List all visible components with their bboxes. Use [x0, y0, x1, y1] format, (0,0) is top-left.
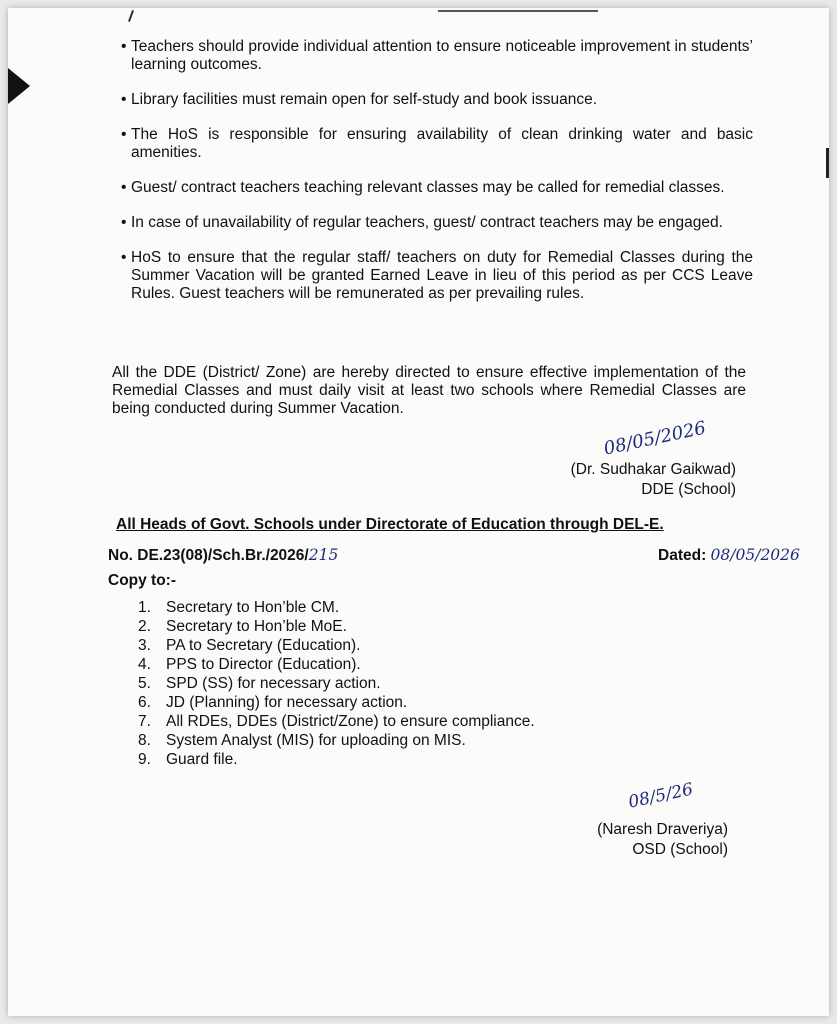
- scan-edge-bar: [826, 148, 829, 178]
- instruction-text: The HoS is responsible for ensuring availability of clean drinking water and basic amenities.: [131, 126, 753, 161]
- list-item: [138, 712, 535, 731]
- list-text: System Analyst (MIS) for uploading on MIS.: [166, 732, 466, 749]
- list-text: All RDEs, DDEs (District/Zone) to ensure compliance.: [166, 713, 535, 730]
- list-number: 3.: [138, 637, 151, 654]
- list-number: 9.: [138, 751, 151, 768]
- list-item: [138, 693, 535, 712]
- handwritten-signature-date: 08/05/2026: [601, 417, 708, 460]
- bullet-dot: •: [121, 179, 127, 196]
- bullet-dot: •: [121, 214, 127, 231]
- signatory-name: (Naresh Draveriya): [597, 821, 728, 838]
- bullet-dot: •: [121, 249, 127, 266]
- list-number: 4.: [138, 656, 151, 673]
- list-item: [138, 731, 535, 750]
- reference-prefix: No. DE.23(08)/Sch.Br./2026/: [108, 547, 309, 564]
- list-item: [138, 750, 535, 769]
- reference-handwritten-number: 215: [308, 546, 339, 564]
- handwritten-signature-date: 08/5/26: [626, 779, 695, 813]
- scan-tick-mark: [128, 10, 134, 22]
- instruction-item: [123, 179, 753, 197]
- list-text: PPS to Director (Education).: [166, 656, 361, 673]
- instruction-item: [123, 91, 753, 109]
- signatory-designation: DDE (School): [641, 481, 736, 498]
- list-number: 1.: [138, 599, 151, 616]
- instruction-text: Library facilities must remain open for self-study and book issuance.: [131, 91, 598, 108]
- dated-handwritten: 08/05/2026: [710, 546, 800, 564]
- list-text: Guard file.: [166, 751, 238, 768]
- list-number: 5.: [138, 675, 151, 692]
- list-item: [138, 617, 535, 636]
- list-number: 2.: [138, 618, 151, 635]
- instruction-item: [123, 38, 753, 74]
- list-number: 6.: [138, 694, 151, 711]
- signature-block: [528, 460, 736, 500]
- list-text: PA to Secretary (Education).: [166, 637, 361, 654]
- dated-field: [658, 546, 800, 565]
- list-item: [138, 598, 535, 617]
- list-item: [138, 674, 535, 693]
- bullet-dot: •: [121, 126, 127, 143]
- instruction-item: [123, 249, 753, 303]
- copy-to-list: [138, 598, 535, 769]
- instruction-text: Guest/ contract teachers teaching relevant classes may be called for remedial classes.: [131, 179, 725, 196]
- signatory-designation: OSD (School): [632, 841, 728, 858]
- list-text: SPD (SS) for necessary action.: [166, 675, 381, 692]
- list-number: 8.: [138, 732, 151, 749]
- instruction-item: [123, 214, 753, 232]
- signatory-name: (Dr. Sudhakar Gaikwad): [570, 461, 736, 478]
- list-text: Secretary to Hon’ble CM.: [166, 599, 340, 616]
- list-item: [138, 636, 535, 655]
- list-text: Secretary to Hon’ble MoE.: [166, 618, 347, 635]
- bullet-dot: •: [121, 38, 127, 55]
- scan-edge-mark: [438, 10, 598, 12]
- bullet-dot: •: [121, 91, 127, 108]
- list-number: 7.: [138, 713, 151, 730]
- reference-number: [108, 546, 338, 565]
- instruction-item: [123, 126, 753, 162]
- instruction-list: [123, 38, 753, 320]
- instruction-text: HoS to ensure that the regular staff/ teachers on duty for Remedial Classes during the Summer Vacation will be granted Earned Leave in lieu of this period as per CCS Leave Rules. Guest teachers will be remunerated as per prevailing rules.: [131, 249, 753, 302]
- scan-corner-mark: [8, 68, 30, 104]
- dated-label: Dated:: [658, 547, 707, 564]
- instruction-text: Teachers should provide individual attention to ensure noticeable improvement in students’ learning outcomes.: [131, 38, 753, 73]
- document-page: [8, 8, 829, 1016]
- copy-to-title: Copy to:-: [108, 572, 177, 589]
- list-item: [138, 655, 535, 674]
- directive-paragraph: All the DDE (District/ Zone) are hereby directed to ensure effective implementation of the Remedial Classes and must daily visit at least two schools where Remedial Classes are being conducted during Summer Vacation.: [112, 364, 746, 417]
- instruction-text: In case of unavailability of regular teachers, guest/ contract teachers may be engaged.: [131, 214, 723, 231]
- list-text: JD (Planning) for necessary action.: [166, 694, 408, 711]
- recipients-line: All Heads of Govt. Schools under Directorate of Education through DEL-E.: [116, 516, 664, 533]
- signature-block: [528, 820, 728, 860]
